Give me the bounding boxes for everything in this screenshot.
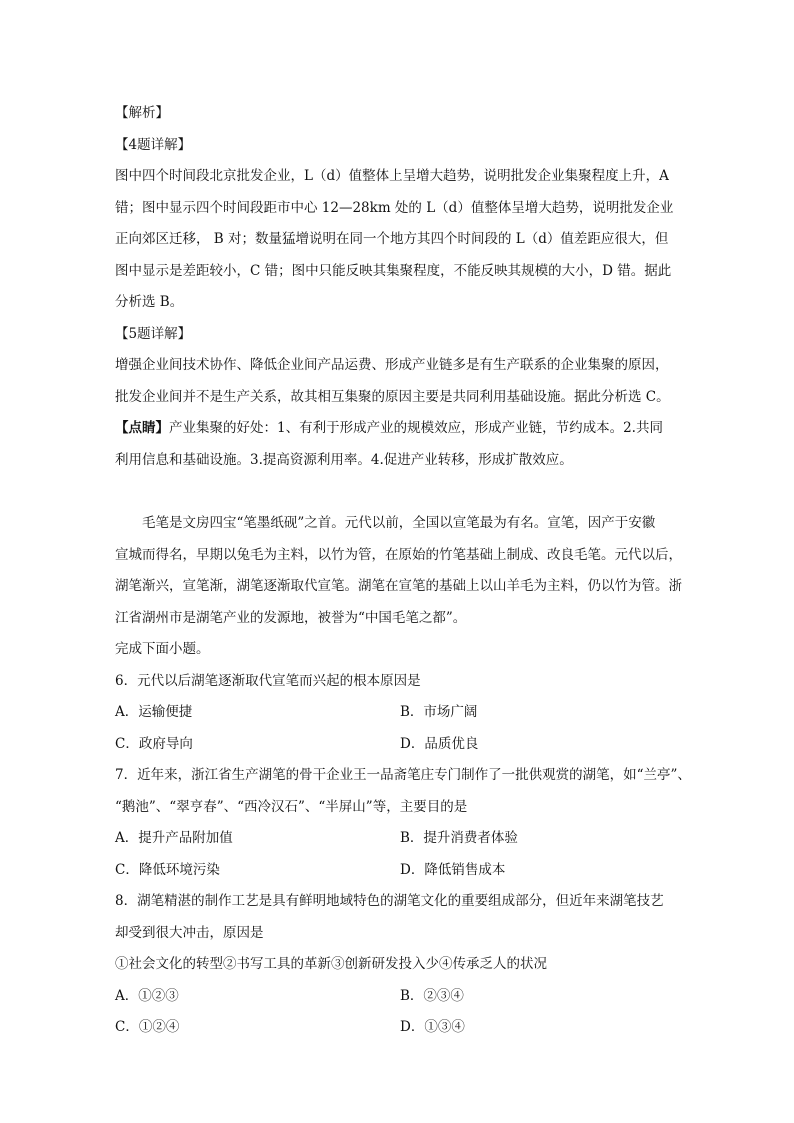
option-c: C．降低环境污染 [115,861,220,878]
q4-detail-line: 正向郊区迁移， B 对；数量猛增说明在同一个地方其四个时间段的 L（d）值差距应很大，但 [115,231,669,247]
option-a: A．运输便捷 [115,704,193,720]
option-c: C．政府导向 [115,735,193,752]
tip-line: 利用信息和基础设施。3.提高资源利用率。4.促进产业转移，形成扩散效应。 [115,451,573,468]
question-7-stem: “鹅池”、“翠亨春”、“西冷汉石”、“半屏山”等，主要目的是 [115,798,468,815]
document-content [115,98,691,1044]
question-8-stem: 却受到很大冲击，原因是 [115,924,264,941]
option-b: B．②③④ [400,987,464,1004]
question-6-stem: 6．元代以后湖笔逐渐取代宣笔而兴起的根本原因是 [115,672,421,689]
passage-instruction: 完成下面小题。 [115,641,210,657]
passage-line: 湖笔渐兴，宣笔渐，湖笔逐渐取代宣笔。湖笔在宣笔的基础上以山羊毛为主料，仍以竹为管。浙 [115,578,682,594]
question-7-stem: 7．近年来，浙江省生产湖笔的骨干企业王一品斋笔庄专门制作了一批供观赏的湖笔，如“兰亭”、 [115,767,691,783]
question-8-options-row [115,1012,685,1044]
option-b: B．提升消费者体验 [400,830,518,846]
q5-detail-line: 增强企业间技术协作、降低企业间产品运费、形成产业链多是有生产联系的企业集聚的原因， [115,357,669,373]
question-8-stem: 8．湖笔精湛的制作工艺是具有鲜明地域特色的湖笔文化的重要组成部分，但近年来湖笔技艺 [115,893,664,909]
option-a: A．提升产品附加值 [115,830,233,846]
tip-line [115,413,685,445]
q4-detail-heading: 【4题详解】 [115,136,192,153]
passage-line: 江省湖州市是湖笔产业的发源地，被誉为“中国毛笔之都”。 [115,609,467,626]
q4-detail-line: 图中四个时间段北京批发企业，L（d）值整体上呈增大趋势，说明批发企业集聚程度上升，A [115,168,669,184]
q5-detail-line: 批发企业间并不是生产关系，故其相互集聚的原因主要是共同利用基础设施。据此分析选 C。 [115,388,670,405]
q4-detail-line: 图中显示是差距较小，C 错；图中只能反映其集聚程度，不能反映其规模的大小，D 错。据此 [115,262,672,279]
q4-detail-line: 分析选 B。 [115,294,184,310]
option-a: A．①②③ [115,987,179,1004]
analysis-heading: 【解析】 [115,105,169,121]
tip-label: 【点睛】 [115,420,169,436]
question-6-options-row [115,697,685,729]
question-6-options-row [115,729,685,761]
q5-detail-heading: 【5题详解】 [115,325,192,342]
question-8-options-row [115,981,685,1013]
passage-line: 毛笔是文房四宝“笔墨纸砚”之首。元代以前，全国以宣笔最为有名。宣笔，因产于安徽 [142,515,656,531]
q4-detail-line: 错；图中显示四个时间段距市中心 12—28km 处的 L（d）值整体呈增大趋势，说明批发企业 [115,199,674,216]
question-8-stem: ①社会文化的转型②书写工具的革新③创新研发投入少④传承乏人的状况 [115,956,547,972]
tip-text: 产业集聚的好处：1、有利于形成产业的规模效应，形成产业链，节约成本。2.共同 [169,420,663,436]
option-c: C．①②④ [115,1019,180,1035]
section-gap [115,476,685,508]
option-d: D．①③④ [400,1019,465,1035]
question-7-options-row [115,855,685,887]
option-b: B．市场广阔 [400,704,478,720]
option-d: D．降低销售成本 [400,861,506,878]
question-7-options-row [115,823,685,855]
option-d: D．品质优良 [400,735,479,752]
passage-line: 宣城而得名，早期以兔毛为主料，以竹为管，在原始的竹笔基础上制成、改良毛笔。元代以后， [115,546,682,563]
